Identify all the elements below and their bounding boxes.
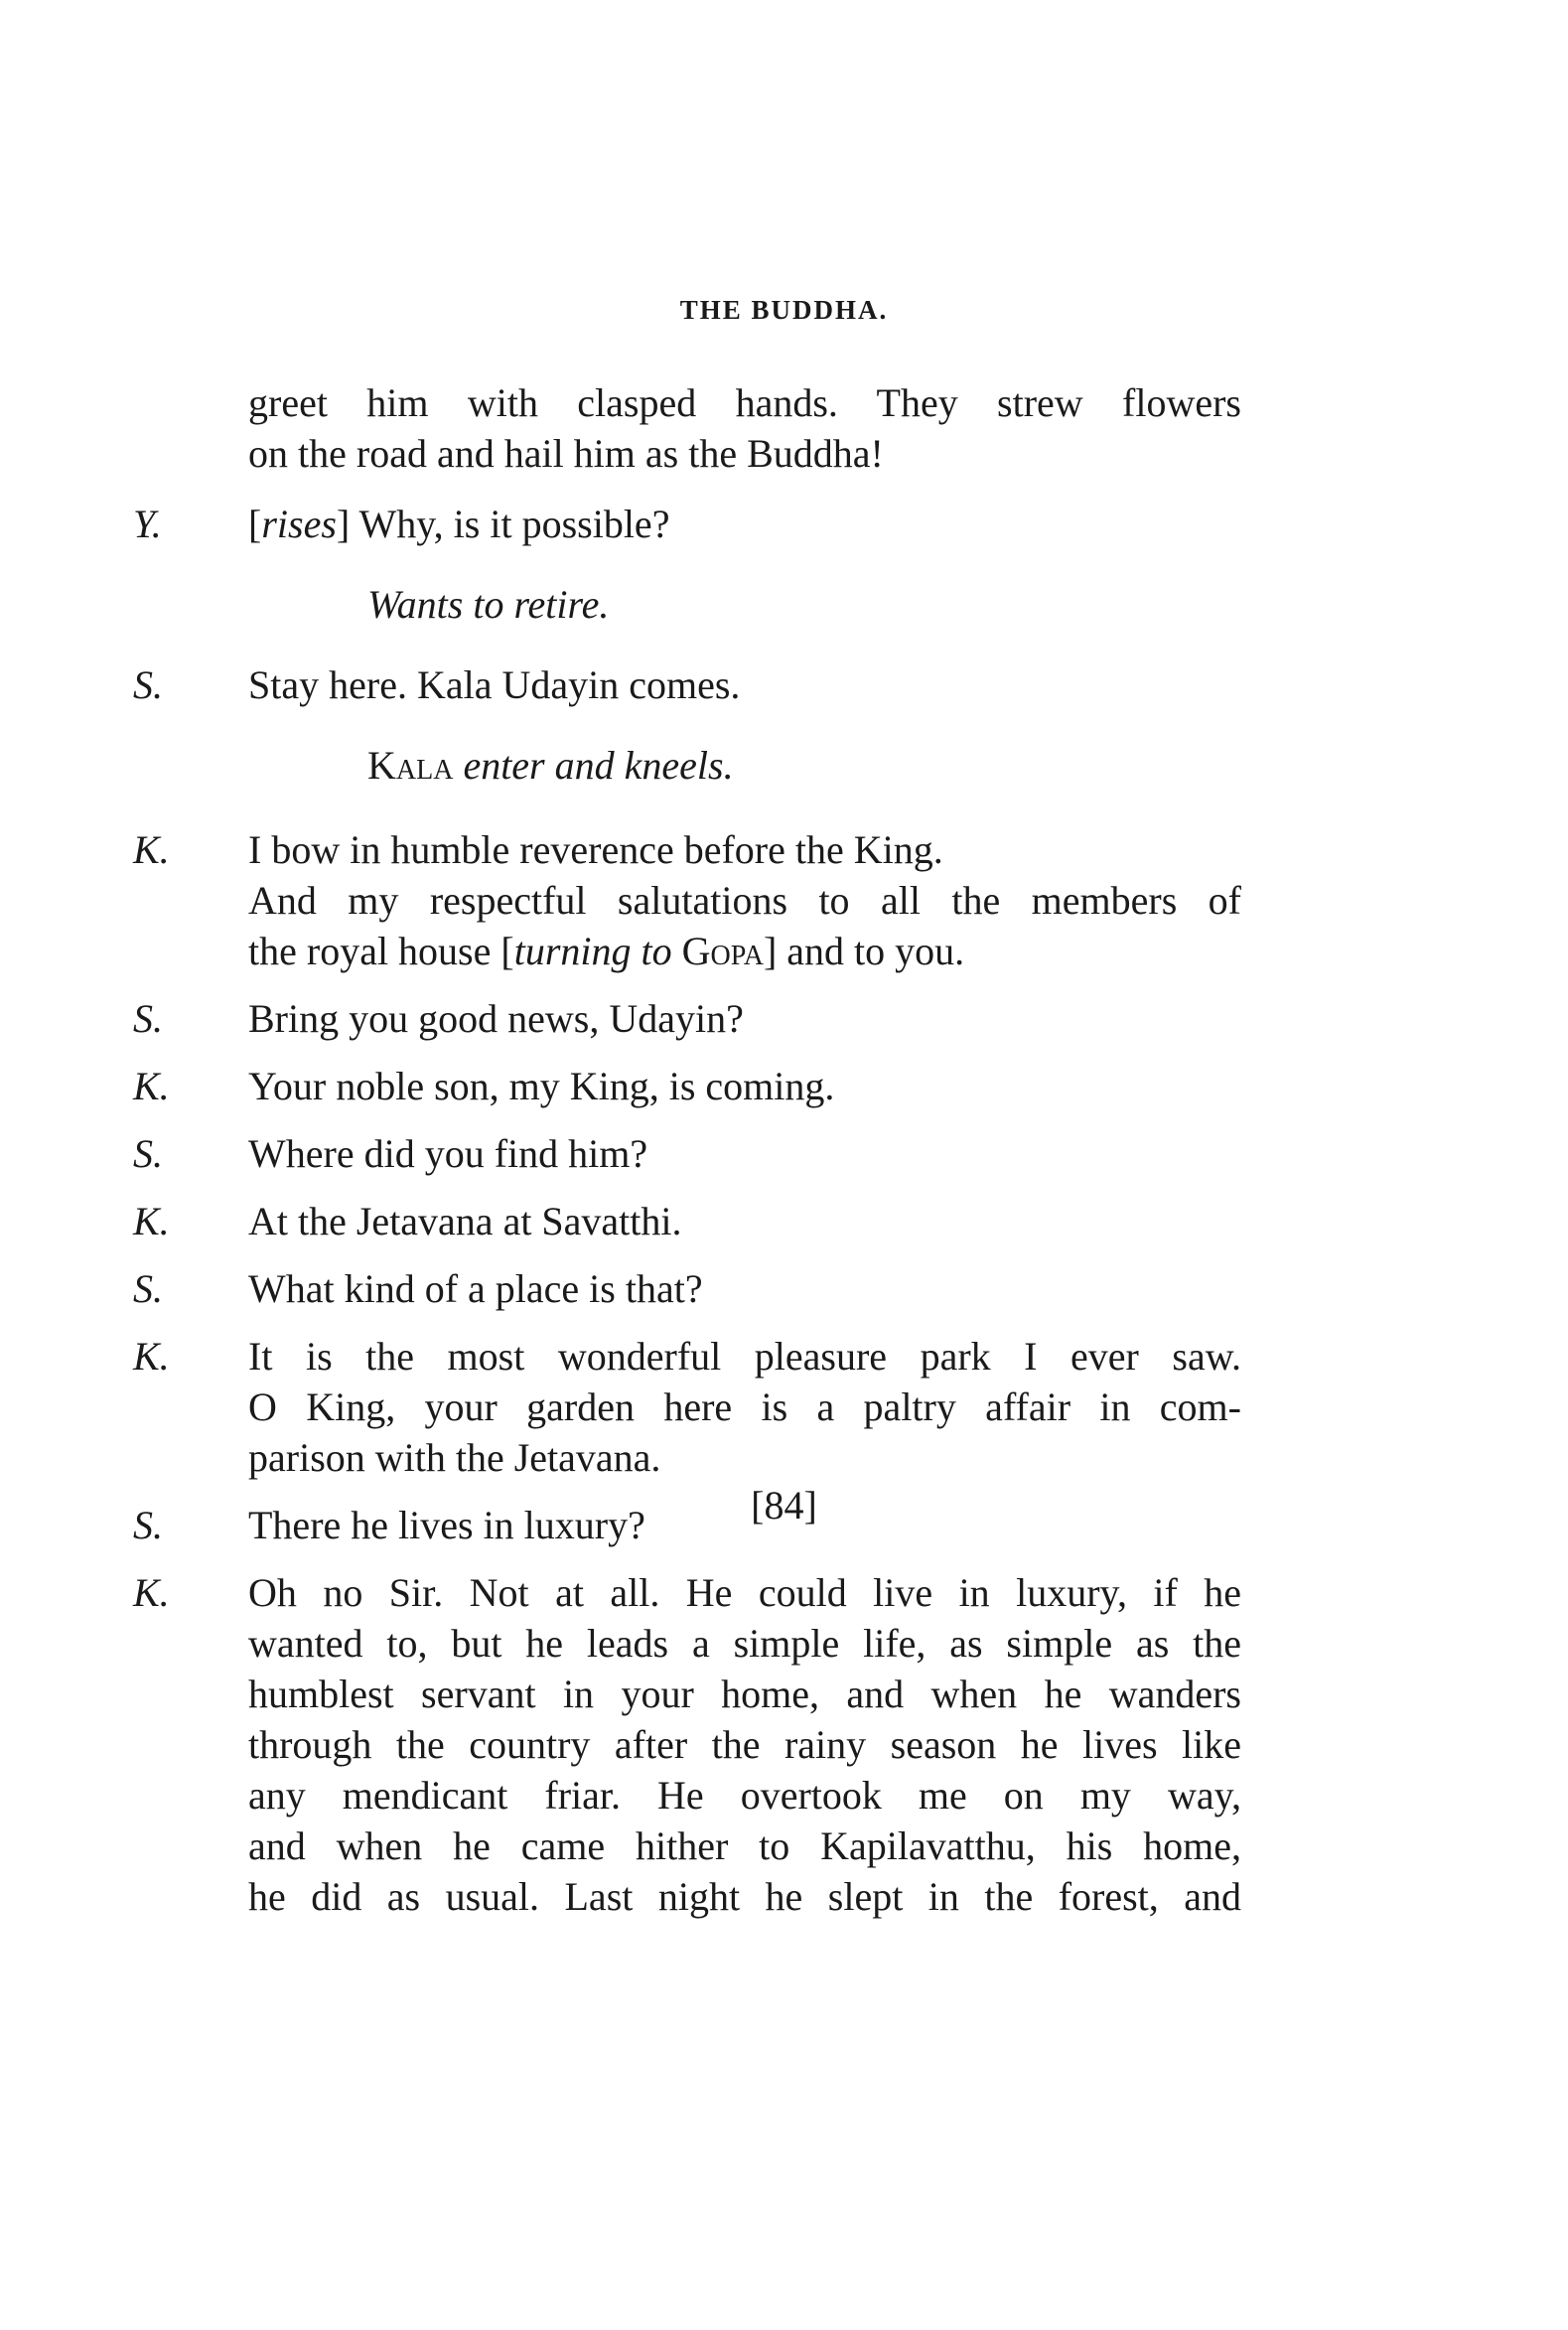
speech-text: Your noble son, my King, is coming. xyxy=(248,1064,835,1108)
stage-direction: rises xyxy=(261,502,337,546)
speech-text: There he lives in luxury? xyxy=(248,1503,645,1547)
speech-k xyxy=(133,1331,1241,1483)
speech-s xyxy=(133,993,1241,1044)
bracket: [ xyxy=(248,502,262,546)
speech-k xyxy=(133,824,1241,976)
speech-text: Bring you good news, Udayin? xyxy=(248,996,744,1041)
speech-text: and when he came hither to Kapilavatthu, his home, xyxy=(248,1823,1241,1868)
speech-text xyxy=(248,926,1241,976)
speaker-label: S. xyxy=(133,1503,163,1547)
speech-s xyxy=(133,1263,1241,1314)
speaker-label: S. xyxy=(133,1131,163,1176)
speech-text: parison with the Jetavana. xyxy=(248,1435,661,1480)
speaker-label: S. xyxy=(133,1266,163,1311)
speech-s xyxy=(133,659,1241,710)
speech-text: Stay here. Kala Udayin comes. xyxy=(248,662,741,707)
speech-text: the royal house [ xyxy=(248,929,514,973)
stage-direction: turning to xyxy=(513,929,672,973)
speech-k xyxy=(133,1196,1241,1246)
speech-text: any mendicant friar. He overtook me on my way, xyxy=(248,1773,1241,1818)
speech-y xyxy=(133,499,1241,549)
speech-text: It is the most wonderful pleasure park I ever saw. xyxy=(248,1334,1241,1379)
speech-text: Oh no Sir. Not at all. He could live in luxury, if he xyxy=(248,1570,1241,1615)
running-head: THE BUDDHA. xyxy=(679,295,889,325)
space xyxy=(672,929,682,973)
speech-text: And my respectful salutations to all the members of xyxy=(248,878,1241,923)
speech-text: What kind of a place is that? xyxy=(248,1266,703,1311)
speaker-label: Y. xyxy=(133,502,162,546)
speech-k xyxy=(133,1567,1241,1922)
text-line: greet him with clasped hands. They strew flowers xyxy=(248,380,1241,425)
speech-text: I bow in humble reverence before the King. xyxy=(248,827,943,872)
speaker-label: K. xyxy=(133,1570,170,1615)
text-line xyxy=(248,499,1241,549)
character-name: Gopa xyxy=(681,929,764,973)
speech-text: Why, is it possible? xyxy=(350,502,670,546)
speech-continuation xyxy=(189,377,1241,479)
speech-s xyxy=(133,1128,1241,1179)
character-name: Kala xyxy=(367,743,454,788)
speech-text: At the Jetavana at Savatthi. xyxy=(248,1199,682,1243)
speech-text: Where did you find him? xyxy=(248,1131,648,1176)
speech-k xyxy=(133,1061,1241,1111)
bracket: ] xyxy=(336,502,351,546)
speaker-label: S. xyxy=(133,996,163,1041)
stage-direction: Wants to retire. xyxy=(367,582,610,627)
text-line: on the road and hail him as the Buddha! xyxy=(248,431,884,476)
speaker-label: K. xyxy=(133,1199,170,1243)
stage-direction-text: enter and kneels. xyxy=(453,743,734,788)
speaker-label: S. xyxy=(133,662,163,707)
play-text xyxy=(133,377,1241,1939)
speech-text: he did as usual. Last night he slept in the forest, and xyxy=(248,1874,1241,1919)
speaker-label: K. xyxy=(133,827,170,872)
speech-text: O King, your garden here is a paltry affair in com- xyxy=(248,1384,1241,1429)
speech-text: ] and to you. xyxy=(763,929,965,973)
speech-text: through the country after the rainy season he lives like xyxy=(248,1722,1241,1767)
speaker-label: K. xyxy=(133,1064,170,1108)
page-number: [84] xyxy=(751,1483,817,1528)
speaker-label: K. xyxy=(133,1334,170,1379)
speech-text: humblest servant in your home, and when he wanders xyxy=(248,1672,1241,1716)
stage-direction xyxy=(189,740,1241,791)
speech-text: wanted to, but he leads a simple life, as simple as the xyxy=(248,1621,1241,1666)
